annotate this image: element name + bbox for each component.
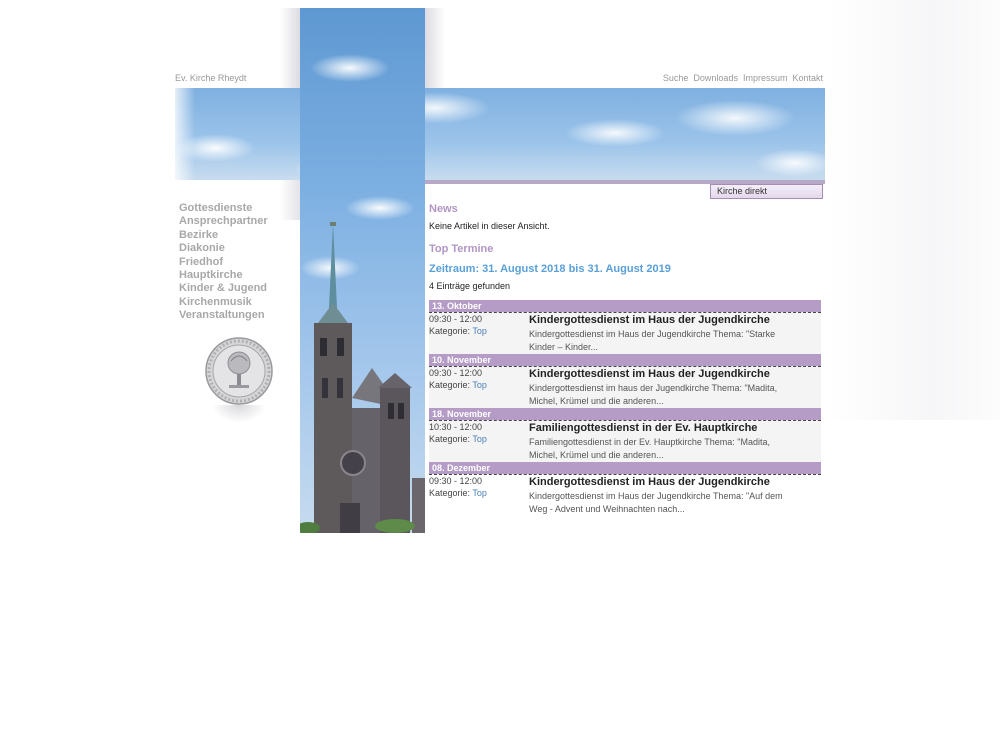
nav-item-kirchenmusik[interactable]: Kirchenmusik (179, 295, 252, 308)
category-link-top[interactable]: Top (472, 326, 487, 336)
no-articles-text: Keine Artikel in dieser Ansicht. (429, 221, 550, 231)
nav-item-ansprechpartner[interactable]: Ansprechpartner (179, 215, 268, 228)
event-category (429, 326, 487, 336)
site-name[interactable]: Ev. Kirche Rheydt (175, 73, 247, 83)
church-column-image (300, 8, 425, 533)
nav-item-kinder-jugend[interactable]: Kinder & Jugend (179, 282, 268, 295)
side-shading (826, 0, 1000, 420)
event-list (429, 300, 821, 516)
event-time: 09:30 - 12:00 (429, 314, 483, 324)
category-label: Kategorie: (429, 380, 473, 390)
event-description: Familiengottesdienst in der Ev. Hauptkirche Thema: "Madita, Michel, Krümel und die anderen... (529, 437, 770, 460)
nav-item-hauptkirche[interactable]: Hauptkirche (179, 269, 243, 282)
event-date: 18. November (429, 408, 821, 420)
top-termine-heading: Top Termine (429, 243, 494, 255)
entries-found-text: 4 Einträge gefunden (429, 281, 511, 291)
kirche-direkt-dropdown[interactable]: Kirche direkt (710, 184, 823, 199)
event-date: 10. November (429, 354, 821, 366)
nav-item-veranstaltungen[interactable]: Veranstaltungen (179, 309, 265, 322)
nav-item-diakonie[interactable]: Diakonie (179, 242, 225, 255)
event-item (429, 408, 821, 462)
church-illustration (300, 8, 425, 533)
event-time: 10:30 - 12:00 (429, 422, 483, 432)
church-seal-icon (205, 337, 273, 405)
event-item (429, 300, 821, 354)
event-title-link[interactable]: Familiengottesdienst in der Ev. Hauptkirche (529, 422, 758, 434)
cross-shadow-left (280, 8, 300, 88)
category-link-top[interactable]: Top (472, 488, 487, 498)
top-link-suche[interactable]: Suche (662, 73, 689, 83)
category-link-top[interactable]: Top (472, 380, 487, 390)
nav-item-gottesdienste[interactable]: Gottesdienste (179, 202, 253, 214)
top-link-impressum[interactable]: Impressum (742, 73, 788, 83)
category-label: Kategorie: (429, 434, 473, 444)
top-navigation (663, 73, 823, 83)
top-link-downloads[interactable]: Downloads (693, 73, 738, 83)
sky-banner-fade (175, 88, 195, 180)
news-heading: News (429, 203, 458, 215)
date-range-heading: Zeitraum: 31. August 2018 bis 31. August 2019 (429, 263, 671, 275)
sky-banner (175, 88, 825, 180)
event-description: Kindergottesdienst im Haus der Jugendkirche Thema: "Starke Kinder – Kinder... (529, 329, 776, 352)
cross-shadow-right (425, 8, 445, 88)
event-description: Kindergottesdienst im Haus der Jugendkirche Thema: "Auf dem Weg - Advent und Weihnachten nach... (529, 491, 783, 514)
top-link-kontakt[interactable]: Kontakt (792, 73, 823, 83)
category-link-top[interactable]: Top (472, 434, 487, 444)
event-time: 09:30 - 12:00 (429, 476, 483, 486)
event-body (429, 474, 821, 517)
event-title-link[interactable]: Kindergottesdienst im Haus der Jugendkirche (529, 476, 770, 488)
event-description: Kindergottesdienst im haus der Jugendkirche Thema: "Madita, Michel, Krümel und die anderen... (529, 383, 778, 406)
event-category (429, 380, 487, 390)
nav-item-bezirke[interactable]: Bezirke (179, 228, 219, 241)
event-time: 09:30 - 12:00 (429, 368, 483, 378)
event-body (429, 366, 821, 409)
event-category (429, 434, 487, 444)
category-label: Kategorie: (429, 326, 473, 336)
seal-reflection (212, 405, 266, 423)
event-title-link[interactable]: Kindergottesdienst im Haus der Jugendkirche (529, 368, 770, 380)
event-date: 13. Oktober (429, 300, 821, 312)
event-item (429, 462, 821, 516)
event-item (429, 354, 821, 408)
event-body (429, 312, 821, 355)
left-navigation (179, 202, 294, 323)
event-title-link[interactable]: Kindergottesdienst im Haus der Jugendkirche (529, 314, 770, 326)
event-date: 08. Dezember (429, 462, 821, 474)
event-category (429, 488, 487, 498)
event-body (429, 420, 821, 463)
nav-item-friedhof[interactable]: Friedhof (179, 255, 223, 268)
category-label: Kategorie: (429, 488, 473, 498)
